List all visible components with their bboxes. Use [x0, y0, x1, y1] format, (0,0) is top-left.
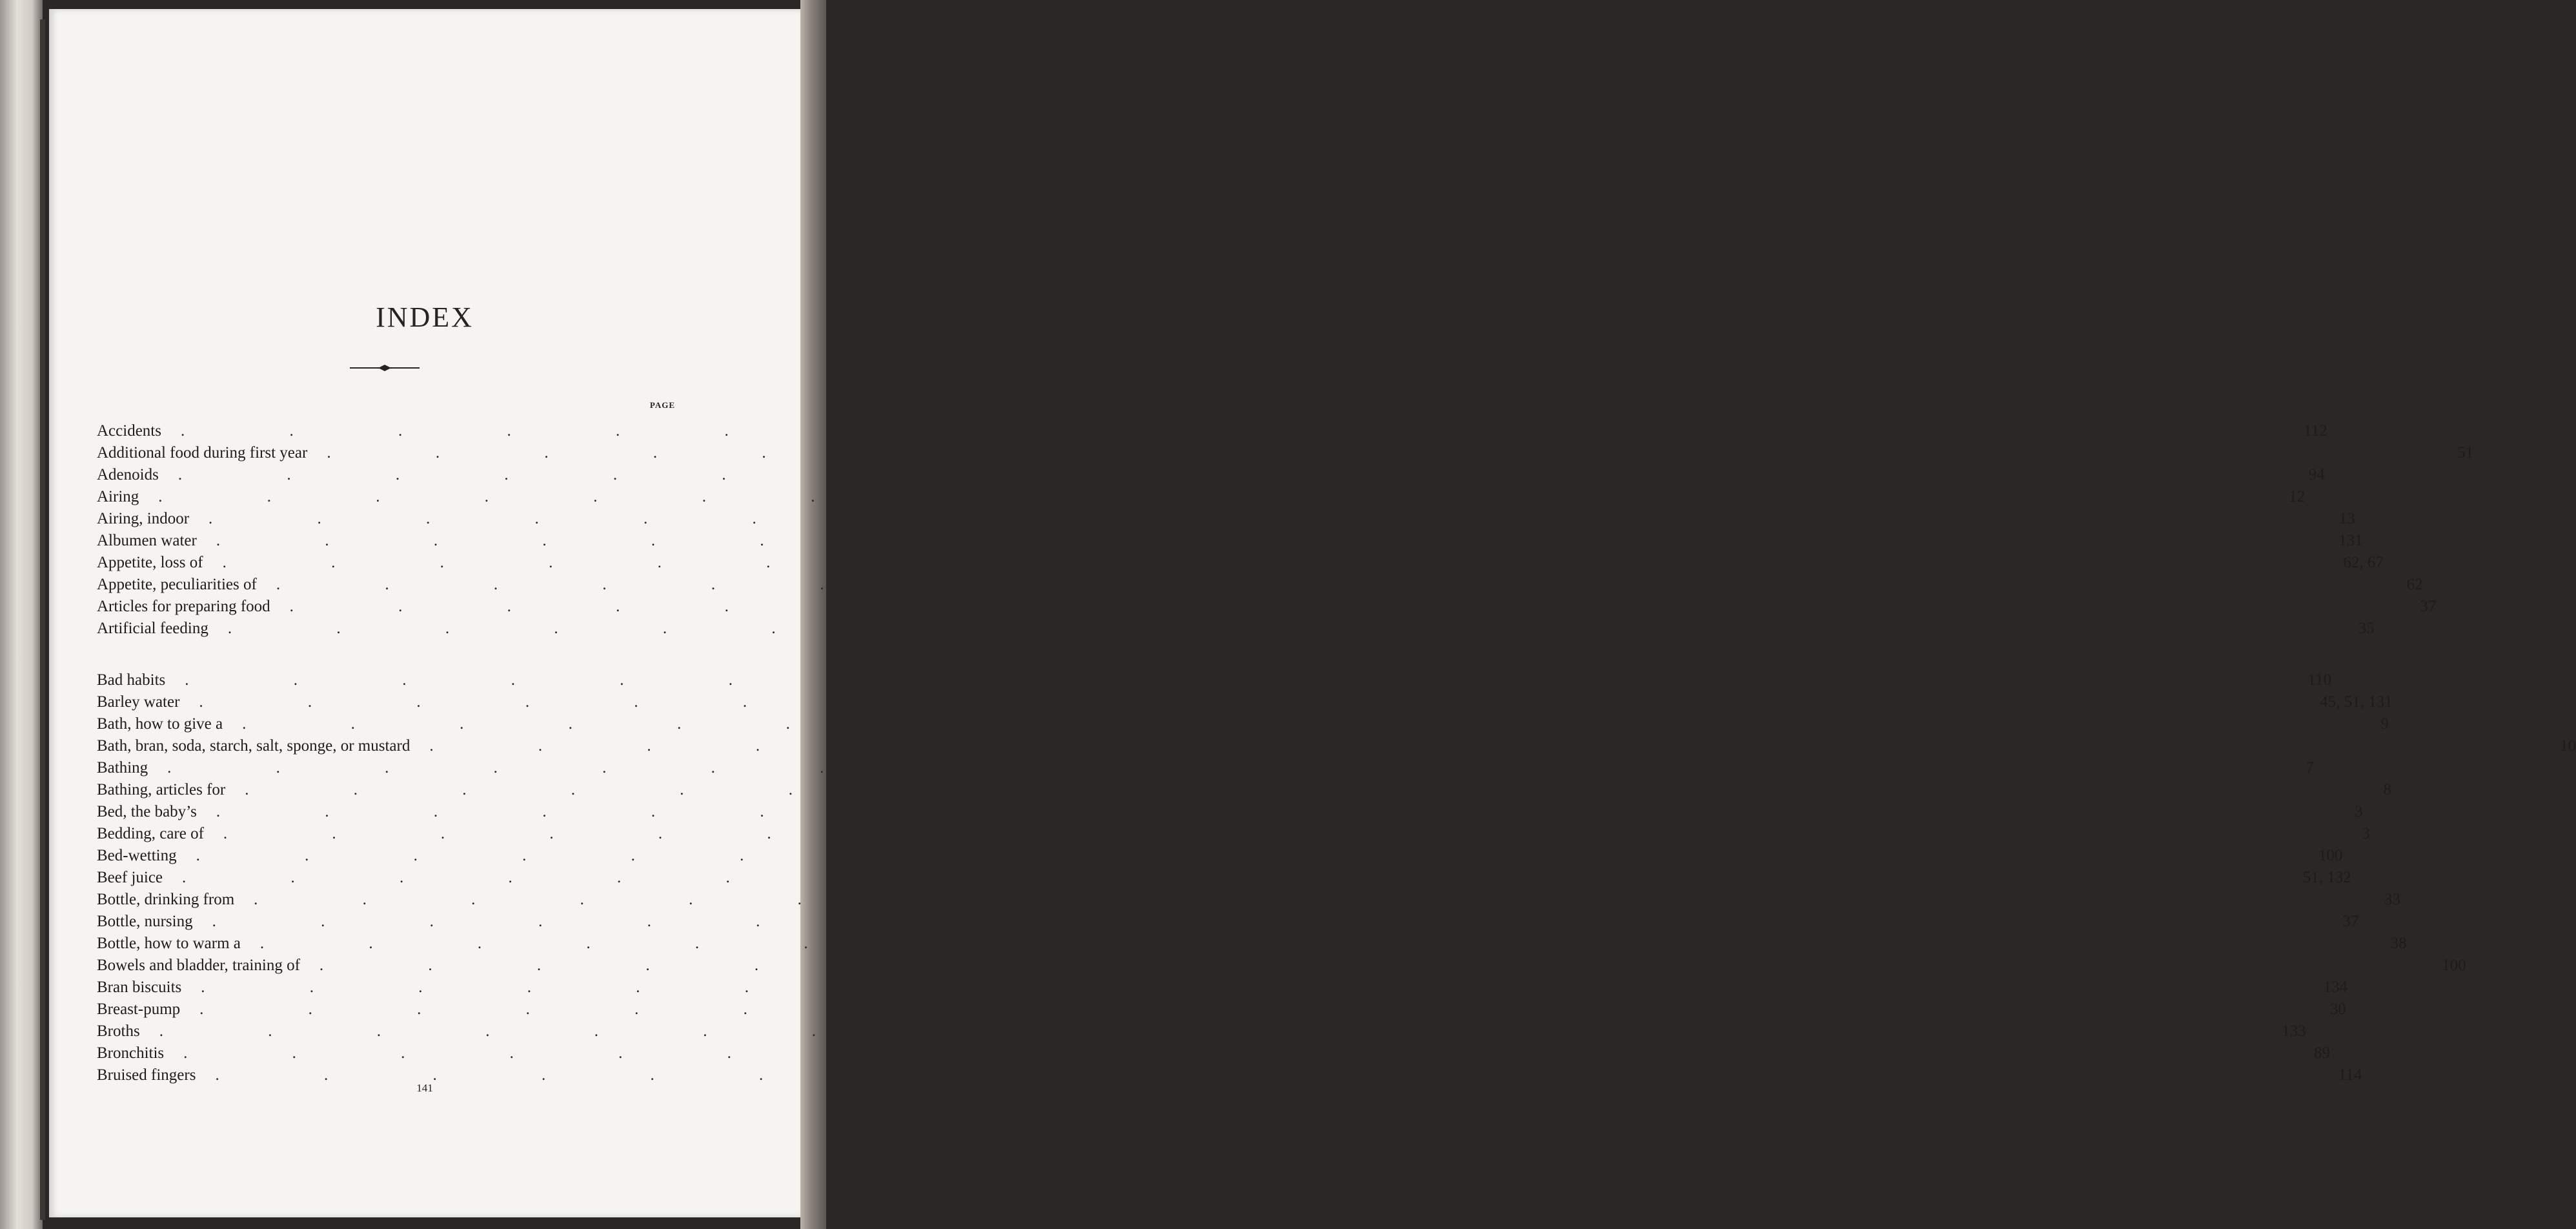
- page-column-heading: PAGE: [649, 400, 675, 410]
- leader-dots: . . . . . . . . . . . . . . . . . . . .: [245, 781, 2366, 798]
- leader-dots: . . . . . . . . . . . . . . . . . . . .: [182, 869, 2303, 886]
- index-entry: [97, 466, 2325, 488]
- leader-dots: . . . . . . . . . . . . . . . . . . . .: [208, 510, 2329, 527]
- leader-dots: . . . . . . . . . . . . . . . . . . . .: [201, 979, 2322, 996]
- index-term: Bed-wetting: [97, 847, 177, 864]
- index-page-ref: 13: [2338, 510, 2355, 527]
- index-term: Bath, how to give a: [97, 715, 223, 733]
- index-page-ref: 112: [2304, 422, 2328, 440]
- leader-dots: . . . . . . . . . . . . . . . . . . . .: [276, 576, 2397, 593]
- index-term: Bottle, how to warm a: [97, 935, 241, 952]
- index-term: Articles for preparing food: [97, 598, 270, 615]
- index-entry: [97, 715, 2389, 737]
- left-page-edge: [0, 0, 43, 1229]
- index-page-ref: 62: [2406, 576, 2423, 593]
- index-term: Artificial feeding: [97, 620, 208, 637]
- index-entry: [97, 803, 2363, 825]
- index-term: Bathing: [97, 759, 148, 777]
- index-page-ref: 45, 51, 131: [2320, 693, 2393, 711]
- index-term: Bad habits: [97, 671, 166, 689]
- index-term: Appetite, loss of: [97, 554, 203, 571]
- index-entry: [97, 1000, 2346, 1022]
- index-entry: [97, 847, 2343, 869]
- index-page-ref: 133: [2281, 1022, 2306, 1040]
- index-page-ref: 9: [2380, 715, 2389, 733]
- index-page-ref: 131: [2338, 532, 2363, 549]
- leader-dots: . . . . . . . . . . . . . . . . . . . .: [177, 466, 2299, 483]
- leader-dots: . . . . . . . . . . . . . . . . . . . .: [159, 1022, 2280, 1040]
- index-term: Bath, bran, soda, starch, salt, sponge, or mustard: [97, 737, 411, 755]
- index-entry: [97, 532, 2363, 554]
- index-page-ref: 134: [2323, 979, 2348, 996]
- index-entry: [97, 891, 2400, 913]
- leader-dots: . . . . . . . . . . . . . . . . . . . .: [319, 957, 2440, 974]
- leader-dots: . . . . . . . . . . . . . . . . . . . .: [183, 1044, 2304, 1062]
- index-page-ref: 94: [2308, 466, 2325, 483]
- index-term: Accidents: [97, 422, 161, 440]
- leader-dots: . . . . . . . . . . . . . . . . . . . .: [216, 803, 2337, 820]
- index-page-ref: 3: [2355, 803, 2363, 820]
- index-page-ref: 12: [2289, 488, 2306, 505]
- index-entry: [97, 554, 2384, 576]
- index-page-ref: 7: [2306, 759, 2314, 777]
- index-page-ref: 62, 67: [2343, 554, 2384, 571]
- leader-dots: . . . . . . . . . . . . . . . . . . . .: [196, 847, 2317, 864]
- leader-dots: . . . . . . . . . . . . . . . . . . . .: [158, 488, 2280, 505]
- index-entry: [97, 576, 2423, 598]
- index-entry: [97, 693, 2393, 715]
- index-page-ref: 110: [2307, 671, 2331, 689]
- page-number: 141: [416, 1082, 433, 1094]
- leader-dots: . . . . . . . . . . . . . . . . . . . .: [222, 554, 2344, 571]
- index-page-ref: 38: [2390, 935, 2407, 952]
- index-term: Appetite, peculiarities of: [97, 576, 257, 593]
- page-title: INDEX: [376, 301, 474, 333]
- index-term: Bran biscuits: [97, 979, 182, 996]
- index-term: Breast-pump: [97, 1000, 181, 1018]
- leader-dots: . . . . . . . . . . . . . . . . . . . .: [185, 671, 2306, 689]
- index-page-ref: 8: [2383, 781, 2391, 798]
- index-entry: [97, 488, 2306, 510]
- index-entry: [97, 510, 2355, 532]
- index-term: Albumen water: [97, 532, 197, 549]
- index-page-ref: 51: [2457, 444, 2474, 462]
- index-page-ref: 33: [2384, 891, 2400, 908]
- index-entry: [97, 935, 2407, 957]
- index-term: Barley water: [97, 693, 180, 711]
- index-entry: [97, 422, 2328, 444]
- index-page-ref: 30: [2329, 1000, 2346, 1018]
- index-entry: [97, 957, 2466, 979]
- index-term: Broths: [97, 1022, 140, 1040]
- leader-dots: . . . . . . . . . . . . . . . . . . . .: [254, 891, 2375, 908]
- index-section-b: [97, 671, 2576, 1088]
- index-term: Additional food during first year: [97, 444, 308, 462]
- index-entry: [97, 620, 2375, 642]
- index-page-ref: 100: [2442, 957, 2466, 974]
- index-page-ref: 10: [2560, 737, 2576, 755]
- index-page-ref: 89: [2313, 1044, 2330, 1062]
- index-term: Airing, indoor: [97, 510, 190, 527]
- index-entry: [97, 1044, 2330, 1066]
- index-term: Beef juice: [97, 869, 163, 886]
- index-term: Bowels and bladder, training of: [97, 957, 300, 974]
- index-entry: [97, 781, 2391, 803]
- index-section-a: [97, 422, 2474, 642]
- index-term: Bedding, care of: [97, 825, 204, 842]
- index-page-ref: 37: [2420, 598, 2437, 615]
- index-entry: [97, 759, 2314, 781]
- book-spine: [40, 19, 45, 1220]
- leader-dots: . . . . . . . . . . . . . . . . . . . .: [223, 825, 2344, 842]
- index-entry: [97, 737, 2576, 759]
- ornament-rule-icon: [350, 364, 420, 372]
- leader-dots: . . . . . . . . . . . . . . . . . . . .: [327, 444, 2448, 462]
- index-entry: [97, 671, 2331, 693]
- leader-dots: . . . . . . . . . . . . . . . . . . . .: [289, 598, 2411, 615]
- index-page-ref: 3: [2362, 825, 2370, 842]
- leader-dots: . . . . . . . . . . . . . . . . . . . .: [167, 759, 2288, 777]
- leader-dots: . . . . . . . . . . . . . . . . . . . .: [227, 620, 2349, 637]
- leader-dots: . . . . . . . . . . . . . . . . . . . .: [259, 935, 2381, 952]
- index-page-ref: 35: [2358, 620, 2375, 637]
- index-page-ref: 100: [2318, 847, 2343, 864]
- leader-dots: . . . . . . . . . . . . . . . . . . . .: [199, 1000, 2320, 1018]
- index-page-ref: 37: [2342, 913, 2359, 930]
- leader-dots: . . . . . . . . . . . . . . . . . . . .: [429, 737, 2551, 755]
- book-page: [49, 9, 2576, 1217]
- index-term: Bottle, nursing: [97, 913, 193, 930]
- index-entry: [97, 444, 2474, 466]
- index-entry: [97, 598, 2437, 620]
- leader-dots: . . . . . . . . . . . . . . . . . . . .: [215, 1066, 2337, 1084]
- leader-dots: . . . . . . . . . . . . . . . . . . . .: [216, 532, 2337, 549]
- index-term: Airing: [97, 488, 139, 505]
- index-term: Bottle, drinking from: [97, 891, 235, 908]
- leader-dots: . . . . . . . . . . . . . . . . . . . .: [199, 693, 2320, 711]
- index-term: Adenoids: [97, 466, 159, 483]
- index-term: Bed, the baby’s: [97, 803, 197, 820]
- index-entry: [97, 913, 2359, 935]
- index-page-ref: 114: [2338, 1066, 2362, 1084]
- leader-dots: . . . . . . . . . . . . . . . . . . . .: [180, 422, 2302, 440]
- index-term: Bronchitis: [97, 1044, 165, 1062]
- index-entry: [97, 825, 2370, 847]
- index-page-ref: 51, 132: [2302, 869, 2351, 886]
- leader-dots: . . . . . . . . . . . . . . . . . . . .: [242, 715, 2363, 733]
- index-entry: [97, 869, 2351, 891]
- index-entry: [97, 1022, 2306, 1044]
- index-term: Bruised fingers: [97, 1066, 196, 1084]
- leader-dots: . . . . . . . . . . . . . . . . . . . .: [212, 913, 2333, 930]
- index-term: Bathing, articles for: [97, 781, 226, 798]
- index-entry: [97, 979, 2348, 1000]
